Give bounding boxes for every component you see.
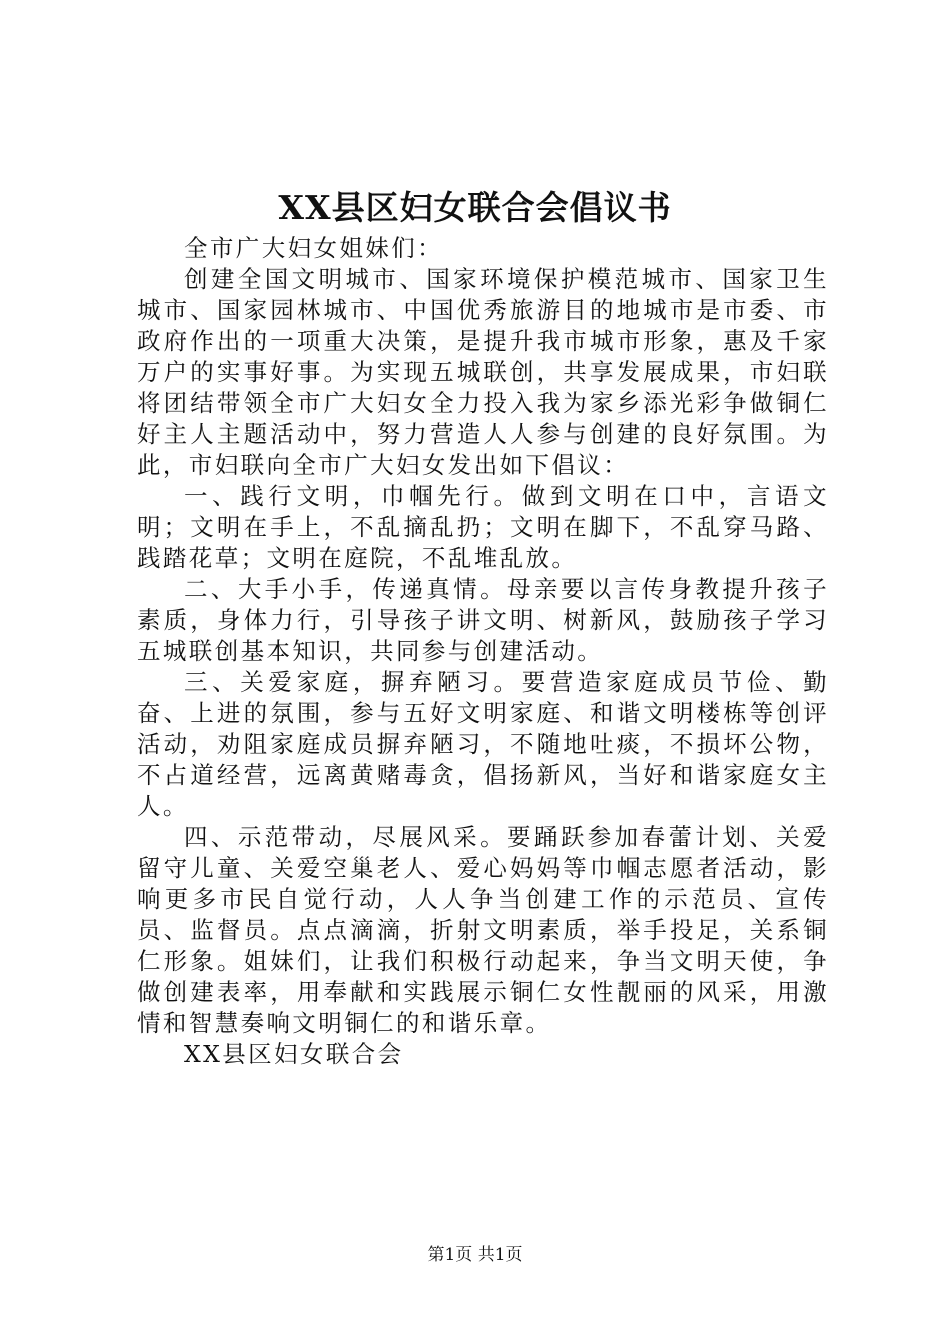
page-footer: 第1页 共1页 (427, 1245, 523, 1265)
signature: XX县区妇女联合会 (184, 1040, 404, 1068)
document-body (137, 233, 829, 1070)
paragraph-proposal-2: 二、大手小手，传递真情。母亲要以言传身教提升孩子素质，身体力行，引导孩子讲文明、树新风，鼓励孩子学习五城联创基本知识，共同参与创建活动。 (137, 575, 829, 665)
paragraph-proposal-3: 三、关爱家庭，摒弃陋习。要营造家庭成员节俭、勤奋、上进的氛围，参与五好文明家庭、和谐文明楼栋等创评活动，劝阻家庭成员摒弃陋习，不随地吐痰，不损坏公物，不占道经营，远离黄赌毒贪，倡扬新风，当好和谐家庭女主人。 (137, 668, 829, 820)
paragraph-intro: 创建全国文明城市、国家环境保护模范城市、国家卫生城市、国家园林城市、中国优秀旅游目的地城市是市委、市政府作出的一项重大决策，是提升我市城市形象，惠及千家万户的实事好事。为实现五城联创，共享发展成果，市妇联将团结带领全市广大妇女全力投入我为家乡添光彩争做铜仁好主人主题活动中，努力营造人人参与创建的良好氛围。为此，市妇联向全市广大妇女发出如下倡议： (137, 265, 829, 479)
document-title: XX县区妇女联合会倡议书 (278, 188, 672, 227)
paragraph-proposal-1: 一、践行文明，巾帼先行。做到文明在口中，言语文明；文明在手上，不乱摘乱扔；文明在脚下，不乱穿马路、践踏花草；文明在庭院，不乱堆乱放。 (137, 482, 829, 572)
salutation: 全市广大妇女姐妹们： (184, 234, 443, 262)
paragraph-proposal-4: 四、示范带动，尽展风采。要踊跃参加春蕾计划、关爱留守儿童、关爱空巢老人、爱心妈妈等巾帼志愿者活动，影响更多市民自觉行动，人人争当创建工作的示范员、宣传员、监督员。点点滴滴，折射文明素质，举手投足，关系铜仁形象。姐妹们，让我们积极行动起来，争当文明天使，争做创建表率，用奉献和实践展示铜仁女性靓丽的风采，用激情和智慧奏响文明铜仁的和谐乐章。 (137, 823, 829, 1037)
